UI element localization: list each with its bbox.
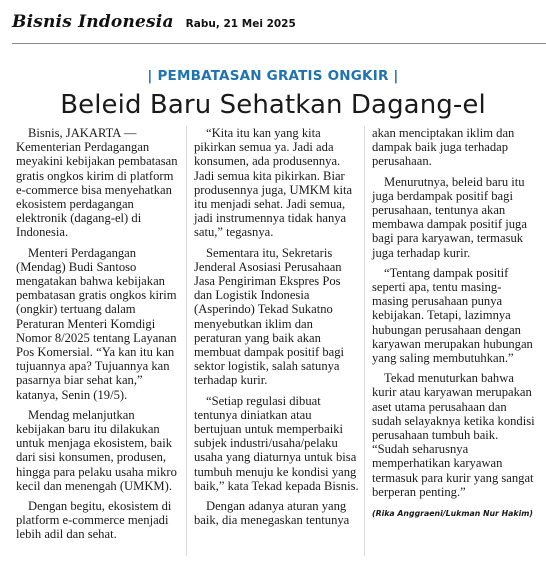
paragraph: Sementara itu, Sekretaris Jenderal Asosiasi Perusahaan Jasa Pengiriman Ekspres Pos dan Logistik Indonesia (Asperindo) Tekad Sukatno menyebutkan iklim dan peraturan yang baik akan membuat dampak positif bagi sektor logistik, salah satunya terhadap kurir. (194, 245, 345, 388)
column-divider (364, 126, 365, 556)
paragraph: Bisnis, JAKARTA — Kementerian Perdagangan meyakini kebijakan pembatasan gratis ongkos kirim di platform e-commerce bisa menyehatkan ekosistem perdagangan elektronik (dagang-el) di Indonesia. (16, 126, 178, 240)
paragraph: Dengan begitu, ekosistem di platform e-commerce menjadi lebih adil dan sehat. (16, 499, 172, 542)
paragraph: “Tentang dampak positif seperti apa, tentu masing-masing perusahaan punya kebijakan. Tetapi, lazimnya hubungan perusahaan dengan karyawan merupakan hubungan yang saling membutuhkan.” (372, 265, 533, 366)
article-column-3 (372, 126, 537, 521)
paragraph: akan menciptakan iklim dan dampak baik juga terhadap perusahaan. (372, 126, 515, 169)
article-kicker: | PEMBATASAN GRATIS ONGKIR | (147, 68, 399, 84)
article-column-2 (194, 126, 359, 533)
author-credit: (Rika Anggraeni/Lukman Nur Hakim) (372, 509, 533, 519)
article-column-1 (16, 126, 181, 548)
paragraph: Tekad menuturkan bahwa kurir atau karyawan merupakan aset utama perusahaan dan sudah selayaknya ketika kondisi perusahaan tumbuh baik. “Sudah seharusnya memperhatikan karyawan termasuk para kurir yang sangat berperan penting.” (372, 371, 535, 499)
masthead-rule (12, 43, 546, 44)
paragraph: “Setiap regulasi dibuat tentunya diniatkan atau bertujuan untuk memperbaiki subjek industri/usaha/pelaku usaha yang diaturnya untuk bisa tumbuh menuju ke kondisi yang baik,” kata Tekad kepada Bisnis. (194, 393, 359, 493)
paragraph: Mendag melanjutkan kebijakan baru itu dilakukan untuk menjaga ekosistem, baik dari sisi konsumen, produsen, hingga para pelaku usaha mikro kecil dan menengah (UMKM). (16, 407, 177, 493)
paragraph: Dengan adanya aturan yang baik, dia menegaskan tentunya (194, 499, 350, 528)
article-headline: Beleid Baru Sehatkan Dagang-el (60, 90, 486, 120)
masthead (12, 12, 296, 32)
paragraph: Menurutnya, beleid baru itu juga berdampak positif bagi perusahaan, tentunya akan membawa dampak positif juga bagi para karyawan, termasuk juga terhadap kurir. (372, 174, 527, 260)
publication-logo: Bisnis Indonesia (12, 12, 174, 32)
paragraph: “Kita itu kan yang kita pikirkan semua ya. Jadi ada konsumen, ada produsennya. Jadi semua kita pikirkan. Biar produsennya juga, UMKM kita itu menjadi sehat. Jadi semua, jadi instrumennya tidak hanya satu,” tegasnya. (194, 126, 353, 240)
paragraph: Menteri Perdagangan (Mendag) Budi Santoso mengatakan bahwa kebijakan pembatasan gratis ongkos kirim (ongkir) tertuang dalam Peraturan Menteri Komdigi Nomor 8/2025 tentang Layanan Pos Komersial. “Ya kan itu kan tujuannya apa? Tujuannya kan pasarnya biar sehat kan,” katanya, Senin (19/5). (16, 245, 177, 402)
publication-date: Rabu, 21 Mei 2025 (185, 18, 296, 30)
column-divider (186, 126, 187, 556)
